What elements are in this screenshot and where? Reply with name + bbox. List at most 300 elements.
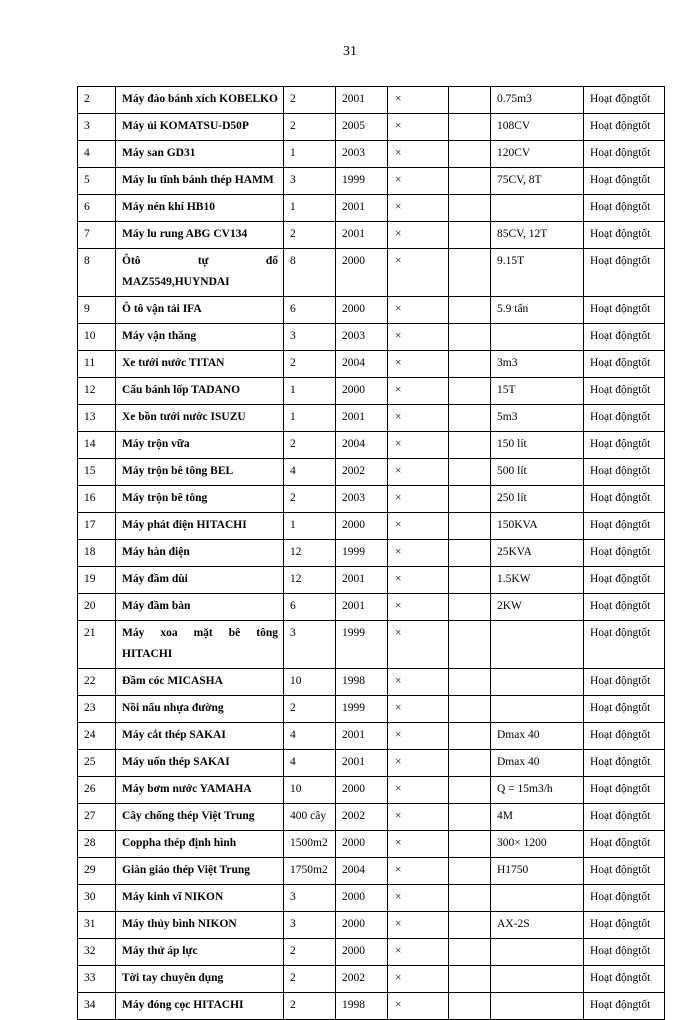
row-number-cell: 3 <box>78 114 116 141</box>
row-number-cell: 5 <box>78 168 116 195</box>
capacity-cell: H1750 <box>491 858 584 885</box>
equipment-name-cell: Máy đầm bàn <box>116 594 284 621</box>
table-row <box>78 669 665 696</box>
year-cell: 2002 <box>336 966 388 993</box>
year-cell: 2001 <box>336 567 388 594</box>
equipment-name-cell: Máy nén khí HB10 <box>116 195 284 222</box>
quantity-cell: 1750m2 <box>284 858 336 885</box>
equipment-name-cell: Máy cắt thép SAKAI <box>116 723 284 750</box>
row-number-cell: 2 <box>78 87 116 114</box>
capacity-cell <box>491 993 584 1020</box>
quantity-cell: 2 <box>284 114 336 141</box>
quantity-cell: 1 <box>284 195 336 222</box>
row-number-cell: 8 <box>78 249 116 297</box>
quantity-cell: 3 <box>284 621 336 669</box>
status-cell: Hoạt độngtốt <box>584 858 665 885</box>
empty-cell <box>449 168 491 195</box>
status-cell: Hoạt độngtốt <box>584 669 665 696</box>
year-cell: 1999 <box>336 540 388 567</box>
year-cell: 2003 <box>336 324 388 351</box>
status-cell: Hoạt độngtốt <box>584 966 665 993</box>
quantity-cell: 3 <box>284 885 336 912</box>
row-number-cell: 28 <box>78 831 116 858</box>
empty-cell <box>449 141 491 168</box>
equipment-name-cell: Ô tô vận tải IFA <box>116 297 284 324</box>
empty-cell <box>449 594 491 621</box>
empty-cell <box>449 249 491 297</box>
table-row <box>78 966 665 993</box>
equipment-name-cell: Máy xoa mặt bê tông HITACHI <box>116 621 284 669</box>
capacity-cell <box>491 939 584 966</box>
origin-mark-cell: × <box>388 513 449 540</box>
status-cell: Hoạt độngtốt <box>584 249 665 297</box>
empty-cell <box>449 378 491 405</box>
year-cell: 1998 <box>336 669 388 696</box>
quantity-cell: 2 <box>284 432 336 459</box>
quantity-cell: 2 <box>284 351 336 378</box>
status-cell: Hoạt độngtốt <box>584 696 665 723</box>
quantity-cell: 10 <box>284 669 336 696</box>
status-cell: Hoạt độngtốt <box>584 351 665 378</box>
origin-mark-cell: × <box>388 87 449 114</box>
capacity-cell: 85CV, 12T <box>491 222 584 249</box>
origin-mark-cell: × <box>388 222 449 249</box>
capacity-cell <box>491 324 584 351</box>
origin-mark-cell: × <box>388 831 449 858</box>
quantity-cell: 4 <box>284 750 336 777</box>
origin-mark-cell: × <box>388 939 449 966</box>
capacity-cell: Q = 15m3/h <box>491 777 584 804</box>
equipment-name-cell: Máy thử áp lực <box>116 939 284 966</box>
status-cell: Hoạt độngtốt <box>584 621 665 669</box>
table-row <box>78 195 665 222</box>
capacity-cell <box>491 696 584 723</box>
capacity-cell <box>491 195 584 222</box>
empty-cell <box>449 297 491 324</box>
empty-cell <box>449 432 491 459</box>
row-number-cell: 14 <box>78 432 116 459</box>
row-number-cell: 9 <box>78 297 116 324</box>
row-number-cell: 29 <box>78 858 116 885</box>
equipment-name-cell: Máy trộn vữa <box>116 432 284 459</box>
origin-mark-cell: × <box>388 405 449 432</box>
table-row <box>78 378 665 405</box>
status-cell: Hoạt độngtốt <box>584 168 665 195</box>
status-cell: Hoạt độngtốt <box>584 378 665 405</box>
empty-cell <box>449 324 491 351</box>
empty-cell <box>449 567 491 594</box>
equipment-name-cell: Máy ủi KOMATSU-D50P <box>116 114 284 141</box>
row-number-cell: 12 <box>78 378 116 405</box>
empty-cell <box>449 750 491 777</box>
quantity-cell: 3 <box>284 912 336 939</box>
status-cell: Hoạt độngtốt <box>584 513 665 540</box>
table-row <box>78 912 665 939</box>
quantity-cell: 2 <box>284 222 336 249</box>
empty-cell <box>449 831 491 858</box>
equipment-name-cell: Máy thủy bình NIKON <box>116 912 284 939</box>
status-cell: Hoạt độngtốt <box>584 567 665 594</box>
table-row <box>78 621 665 669</box>
table-row <box>78 993 665 1020</box>
year-cell: 2001 <box>336 723 388 750</box>
row-number-cell: 19 <box>78 567 116 594</box>
row-number-cell: 27 <box>78 804 116 831</box>
table-row <box>78 87 665 114</box>
empty-cell <box>449 486 491 513</box>
table-row <box>78 513 665 540</box>
empty-cell <box>449 351 491 378</box>
row-number-cell: 34 <box>78 993 116 1020</box>
empty-cell <box>449 993 491 1020</box>
table-row <box>78 939 665 966</box>
table-row <box>78 432 665 459</box>
quantity-cell: 2 <box>284 486 336 513</box>
quantity-cell: 10 <box>284 777 336 804</box>
equipment-name-cell: Xe bồn tưới nước ISUZU <box>116 405 284 432</box>
quantity-cell: 12 <box>284 540 336 567</box>
status-cell: Hoạt độngtốt <box>584 432 665 459</box>
capacity-cell: 5.9 tấn <box>491 297 584 324</box>
row-number-cell: 13 <box>78 405 116 432</box>
quantity-cell: 2 <box>284 696 336 723</box>
year-cell: 2001 <box>336 750 388 777</box>
origin-mark-cell: × <box>388 966 449 993</box>
capacity-cell: 15T <box>491 378 584 405</box>
equipment-name-cell: Coppha thép định hình <box>116 831 284 858</box>
quantity-cell: 1 <box>284 378 336 405</box>
equipment-name-cell: Máy uốn thép SAKAI <box>116 750 284 777</box>
capacity-cell: AX-2S <box>491 912 584 939</box>
row-number-cell: 11 <box>78 351 116 378</box>
empty-cell <box>449 804 491 831</box>
table-row <box>78 351 665 378</box>
status-cell: Hoạt độngtốt <box>584 831 665 858</box>
status-cell: Hoạt độngtốt <box>584 912 665 939</box>
row-number-cell: 25 <box>78 750 116 777</box>
equipment-name-cell: Máy kinh vĩ NIKON <box>116 885 284 912</box>
table-row <box>78 486 665 513</box>
status-cell: Hoạt độngtốt <box>584 405 665 432</box>
table-row <box>78 750 665 777</box>
year-cell: 1998 <box>336 993 388 1020</box>
empty-cell <box>449 87 491 114</box>
origin-mark-cell: × <box>388 486 449 513</box>
capacity-cell: 25KVA <box>491 540 584 567</box>
capacity-cell: Dmax 40 <box>491 750 584 777</box>
year-cell: 1999 <box>336 168 388 195</box>
quantity-cell: 3 <box>284 168 336 195</box>
status-cell: Hoạt độngtốt <box>584 222 665 249</box>
origin-mark-cell: × <box>388 378 449 405</box>
equipment-name-cell: Giàn giáo thép Việt Trung <box>116 858 284 885</box>
capacity-cell <box>491 621 584 669</box>
equipment-name-cell: Máy lu tĩnh bánh thép HAMM <box>116 168 284 195</box>
empty-cell <box>449 405 491 432</box>
capacity-cell: 4M <box>491 804 584 831</box>
equipment-name-cell: Cẩu bánh lốp TADANO <box>116 378 284 405</box>
table-row <box>78 567 665 594</box>
year-cell: 2001 <box>336 594 388 621</box>
capacity-cell: Dmax 40 <box>491 723 584 750</box>
quantity-cell: 1 <box>284 513 336 540</box>
row-number-cell: 20 <box>78 594 116 621</box>
year-cell: 2002 <box>336 804 388 831</box>
empty-cell <box>449 513 491 540</box>
year-cell: 2000 <box>336 912 388 939</box>
equipment-name-cell: Tời tay chuyên dụng <box>116 966 284 993</box>
equipment-name-cell: Máy lu rung ABG CV134 <box>116 222 284 249</box>
empty-cell <box>449 723 491 750</box>
year-cell: 2000 <box>336 777 388 804</box>
quantity-cell: 4 <box>284 459 336 486</box>
year-cell: 1999 <box>336 621 388 669</box>
status-cell: Hoạt độngtốt <box>584 777 665 804</box>
origin-mark-cell: × <box>388 351 449 378</box>
empty-cell <box>449 966 491 993</box>
equipment-name-cell: Cây chống thép Việt Trung <box>116 804 284 831</box>
table-row <box>78 249 665 297</box>
table-row <box>78 297 665 324</box>
table-row <box>78 168 665 195</box>
status-cell: Hoạt độngtốt <box>584 723 665 750</box>
equipment-table <box>77 86 665 1020</box>
year-cell: 2002 <box>336 459 388 486</box>
row-number-cell: 7 <box>78 222 116 249</box>
capacity-cell: 150KVA <box>491 513 584 540</box>
origin-mark-cell: × <box>388 804 449 831</box>
table-row <box>78 594 665 621</box>
status-cell: Hoạt độngtốt <box>584 195 665 222</box>
origin-mark-cell: × <box>388 297 449 324</box>
row-number-cell: 15 <box>78 459 116 486</box>
capacity-cell: 0.75m3 <box>491 87 584 114</box>
table-row <box>78 114 665 141</box>
equipment-name-cell: Máy phát điện HITACHI <box>116 513 284 540</box>
status-cell: Hoạt độngtốt <box>584 594 665 621</box>
empty-cell <box>449 621 491 669</box>
quantity-cell: 6 <box>284 297 336 324</box>
quantity-cell: 8 <box>284 249 336 297</box>
table-row <box>78 540 665 567</box>
table-row <box>78 324 665 351</box>
table-row <box>78 459 665 486</box>
quantity-cell: 6 <box>284 594 336 621</box>
capacity-cell: 108CV <box>491 114 584 141</box>
origin-mark-cell: × <box>388 594 449 621</box>
equipment-name-cell: Nồi nấu nhựa đường <box>116 696 284 723</box>
quantity-cell: 2 <box>284 87 336 114</box>
table-row <box>78 777 665 804</box>
origin-mark-cell: × <box>388 912 449 939</box>
row-number-cell: 10 <box>78 324 116 351</box>
row-number-cell: 4 <box>78 141 116 168</box>
quantity-cell: 2 <box>284 993 336 1020</box>
origin-mark-cell: × <box>388 723 449 750</box>
capacity-cell <box>491 966 584 993</box>
row-number-cell: 32 <box>78 939 116 966</box>
capacity-cell: 5m3 <box>491 405 584 432</box>
capacity-cell: 75CV, 8T <box>491 168 584 195</box>
year-cell: 2003 <box>336 486 388 513</box>
capacity-cell: 250 lít <box>491 486 584 513</box>
row-number-cell: 24 <box>78 723 116 750</box>
status-cell: Hoạt độngtốt <box>584 459 665 486</box>
table-row <box>78 858 665 885</box>
origin-mark-cell: × <box>388 567 449 594</box>
status-cell: Hoạt độngtốt <box>584 804 665 831</box>
status-cell: Hoạt độngtốt <box>584 114 665 141</box>
capacity-cell: 500 lít <box>491 459 584 486</box>
capacity-cell: 150 lít <box>491 432 584 459</box>
year-cell: 2003 <box>336 141 388 168</box>
empty-cell <box>449 222 491 249</box>
row-number-cell: 33 <box>78 966 116 993</box>
capacity-cell <box>491 885 584 912</box>
row-number-cell: 6 <box>78 195 116 222</box>
status-cell: Hoạt độngtốt <box>584 993 665 1020</box>
capacity-cell: 300× 1200 <box>491 831 584 858</box>
capacity-cell: 1.5KW <box>491 567 584 594</box>
table-row <box>78 831 665 858</box>
row-number-cell: 21 <box>78 621 116 669</box>
origin-mark-cell: × <box>388 777 449 804</box>
origin-mark-cell: × <box>388 195 449 222</box>
equipment-name-cell: Máy san GD31 <box>116 141 284 168</box>
empty-cell <box>449 459 491 486</box>
table-row <box>78 222 665 249</box>
quantity-cell: 2 <box>284 939 336 966</box>
year-cell: 2001 <box>336 195 388 222</box>
row-number-cell: 23 <box>78 696 116 723</box>
empty-cell <box>449 939 491 966</box>
year-cell: 1999 <box>336 696 388 723</box>
quantity-cell: 4 <box>284 723 336 750</box>
origin-mark-cell: × <box>388 114 449 141</box>
row-number-cell: 30 <box>78 885 116 912</box>
year-cell: 2001 <box>336 405 388 432</box>
quantity-cell: 1 <box>284 141 336 168</box>
year-cell: 2000 <box>336 249 388 297</box>
year-cell: 2001 <box>336 87 388 114</box>
origin-mark-cell: × <box>388 432 449 459</box>
origin-mark-cell: × <box>388 459 449 486</box>
origin-mark-cell: × <box>388 669 449 696</box>
row-number-cell: 22 <box>78 669 116 696</box>
status-cell: Hoạt độngtốt <box>584 540 665 567</box>
status-cell: Hoạt độngtốt <box>584 939 665 966</box>
empty-cell <box>449 540 491 567</box>
equipment-name-cell: Máy trộn bê tông BEL <box>116 459 284 486</box>
table-row <box>78 804 665 831</box>
row-number-cell: 18 <box>78 540 116 567</box>
quantity-cell: 2 <box>284 966 336 993</box>
capacity-cell <box>491 669 584 696</box>
origin-mark-cell: × <box>388 885 449 912</box>
status-cell: Hoạt độngtốt <box>584 885 665 912</box>
equipment-table-body <box>78 87 665 1020</box>
equipment-name-cell: Đầm cóc MICASHA <box>116 669 284 696</box>
origin-mark-cell: × <box>388 168 449 195</box>
table-row <box>78 723 665 750</box>
equipment-name-cell: Máy trộn bê tông <box>116 486 284 513</box>
year-cell: 2000 <box>336 378 388 405</box>
origin-mark-cell: × <box>388 696 449 723</box>
status-cell: Hoạt độngtốt <box>584 486 665 513</box>
origin-mark-cell: × <box>388 858 449 885</box>
equipment-name-cell: Máy đào bánh xích KOBELKO <box>116 87 284 114</box>
year-cell: 2000 <box>336 939 388 966</box>
table-row <box>78 405 665 432</box>
equipment-name-cell: Xe tưới nước TITAN <box>116 351 284 378</box>
status-cell: Hoạt độngtốt <box>584 297 665 324</box>
equipment-name-cell: Máy bơm nước YAMAHA <box>116 777 284 804</box>
equipment-name-cell: Ôtô tự đổ MAZ5549,HUYNDAI <box>116 249 284 297</box>
origin-mark-cell: × <box>388 540 449 567</box>
year-cell: 2001 <box>336 222 388 249</box>
empty-cell <box>449 777 491 804</box>
status-cell: Hoạt độngtốt <box>584 750 665 777</box>
empty-cell <box>449 669 491 696</box>
year-cell: 2004 <box>336 858 388 885</box>
origin-mark-cell: × <box>388 750 449 777</box>
capacity-cell: 9.15T <box>491 249 584 297</box>
quantity-cell: 1500m2 <box>284 831 336 858</box>
year-cell: 2004 <box>336 432 388 459</box>
table-row <box>78 696 665 723</box>
status-cell: Hoạt độngtốt <box>584 87 665 114</box>
empty-cell <box>449 696 491 723</box>
empty-cell <box>449 885 491 912</box>
equipment-name-cell: Máy đóng cọc HITACHI <box>116 993 284 1020</box>
origin-mark-cell: × <box>388 249 449 297</box>
empty-cell <box>449 114 491 141</box>
quantity-cell: 12 <box>284 567 336 594</box>
origin-mark-cell: × <box>388 993 449 1020</box>
equipment-name-cell: Máy hàn điện <box>116 540 284 567</box>
table-row <box>78 141 665 168</box>
quantity-cell: 1 <box>284 405 336 432</box>
table-row <box>78 885 665 912</box>
year-cell: 2000 <box>336 831 388 858</box>
row-number-cell: 31 <box>78 912 116 939</box>
origin-mark-cell: × <box>388 621 449 669</box>
quantity-cell: 400 cây <box>284 804 336 831</box>
equipment-name-cell: Máy đầm dùi <box>116 567 284 594</box>
year-cell: 2000 <box>336 885 388 912</box>
capacity-cell: 120CV <box>491 141 584 168</box>
capacity-cell: 2KW <box>491 594 584 621</box>
empty-cell <box>449 858 491 885</box>
origin-mark-cell: × <box>388 324 449 351</box>
origin-mark-cell: × <box>388 141 449 168</box>
status-cell: Hoạt độngtốt <box>584 141 665 168</box>
year-cell: 2000 <box>336 297 388 324</box>
row-number-cell: 26 <box>78 777 116 804</box>
quantity-cell: 3 <box>284 324 336 351</box>
page-number: 31 <box>343 44 357 59</box>
equipment-name-cell: Máy vận thăng <box>116 324 284 351</box>
status-cell: Hoạt độngtốt <box>584 324 665 351</box>
year-cell: 2000 <box>336 513 388 540</box>
year-cell: 2005 <box>336 114 388 141</box>
empty-cell <box>449 912 491 939</box>
row-number-cell: 17 <box>78 513 116 540</box>
row-number-cell: 16 <box>78 486 116 513</box>
capacity-cell: 3m3 <box>491 351 584 378</box>
empty-cell <box>449 195 491 222</box>
year-cell: 2004 <box>336 351 388 378</box>
